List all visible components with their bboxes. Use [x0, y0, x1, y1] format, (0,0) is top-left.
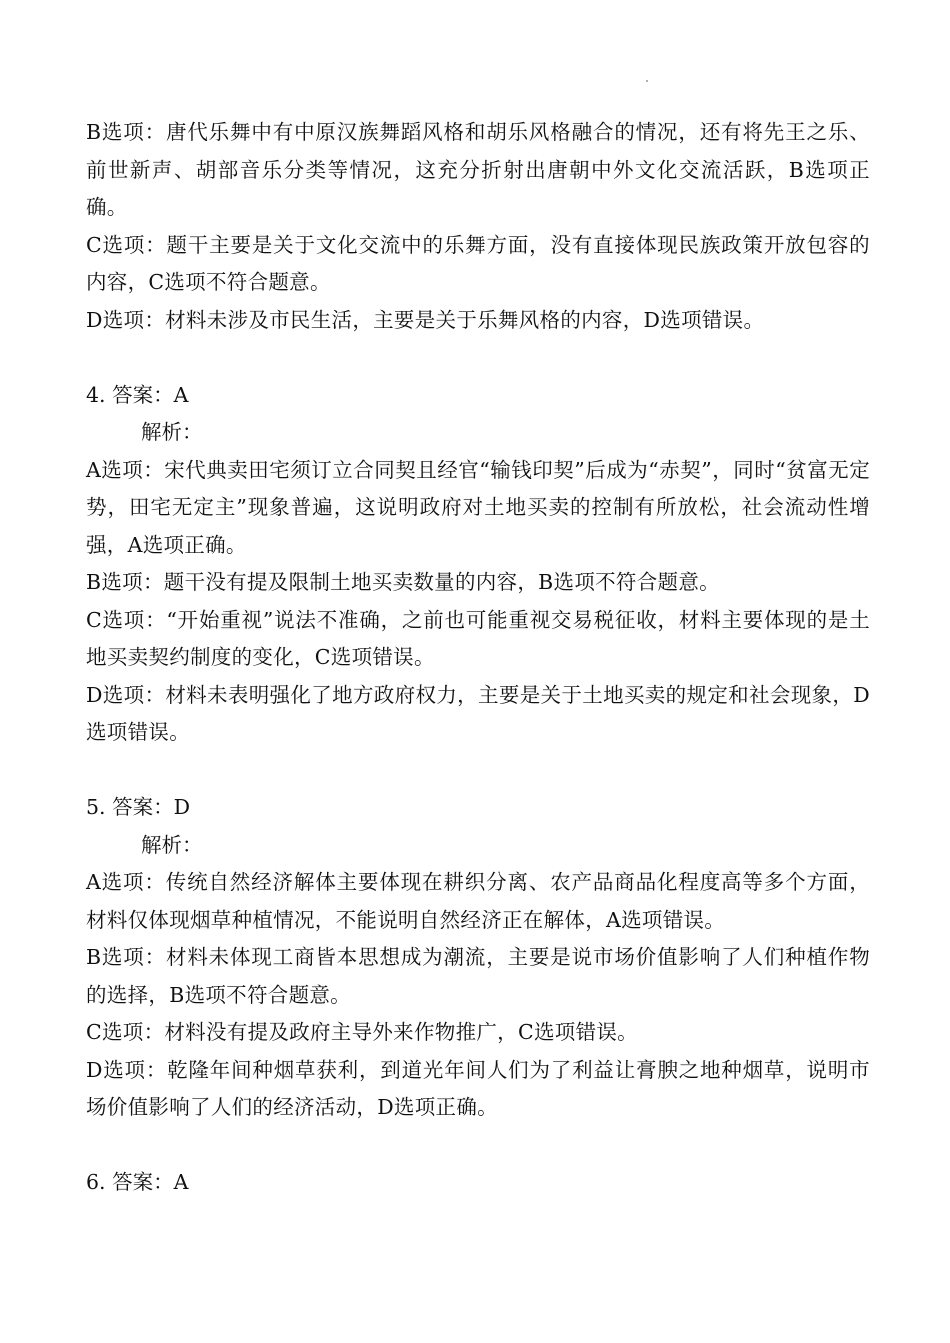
spacer: [86, 1127, 870, 1165]
paragraph-3d: D选项：材料未涉及市民生活，主要是关于乐舞风格的内容，D选项错误。: [86, 307, 765, 332]
answer-4: 4. 答案：A: [86, 382, 189, 407]
answer-6: 6. 答案：A: [86, 1170, 189, 1194]
paragraph-5a: A选项：传统自然经济解体主要体现在耕织分离、农产品商品化程度高等多个方面，材料仅体现烟草种植情况，不能说明自然经济正在解体，A选项错误。: [86, 870, 870, 932]
paragraph-4c: C选项：“开始重视”说法不准确，之前也可能重视交易税征收，材料主要体现的是土地买卖契约制度的变化，C选项错误。: [86, 607, 870, 669]
spacer: [86, 752, 870, 790]
paragraph-5b: B选项：材料未体现工商皆本思想成为潮流，主要是说市场价值影响了人们种植作物的选择，B选项不符合题意。: [86, 945, 870, 1007]
paragraph-3c: C选项：题干主要是关于文化交流中的乐舞方面，没有直接体现民族政策开放包容的内容，C选项不符合题意。: [86, 232, 870, 294]
answer-5: 5. 答案：D: [86, 795, 191, 819]
paragraph-4b: B选项：题干没有提及限制土地买卖数量的内容，B选项不符合题意。: [86, 570, 720, 594]
page-mark: [646, 80, 648, 82]
paragraph-4d: D选项：材料未表明强化了地方政府权力，主要是关于土地买卖的规定和社会现象，D选项错误。: [86, 682, 870, 744]
paragraph-3b: B选项：唐代乐舞中有中原汉族舞蹈风格和胡乐风格融合的情况，还有将先王之乐、前世新声、胡部音乐分类等情况，这充分折射出唐朝中外文化交流活跃，B选项正确。: [86, 120, 870, 219]
paragraph-5d: D选项：乾隆年间种烟草获利，到道光年间人们为了利益让膏腴之地种烟草，说明市场价值影响了人们的经济活动，D选项正确。: [86, 1057, 870, 1119]
analysis-label-4: 解析：: [141, 420, 203, 444]
analysis-label-5: 解析：: [141, 832, 203, 857]
paragraph-4a: A选项：宋代典卖田宅须订立合同契且经官“输钱印契”后成为“赤契”，同时“贫富无定势，田宅无定主”现象普遍，这说明政府对土地买卖的控制有所放松，社会流动性增强，A选项正确。: [86, 457, 870, 557]
spacer: [86, 339, 870, 377]
paragraph-5c: C选项：材料没有提及政府主导外来作物推广，C选项错误。: [86, 1020, 638, 1044]
document-body: [86, 114, 870, 1202]
